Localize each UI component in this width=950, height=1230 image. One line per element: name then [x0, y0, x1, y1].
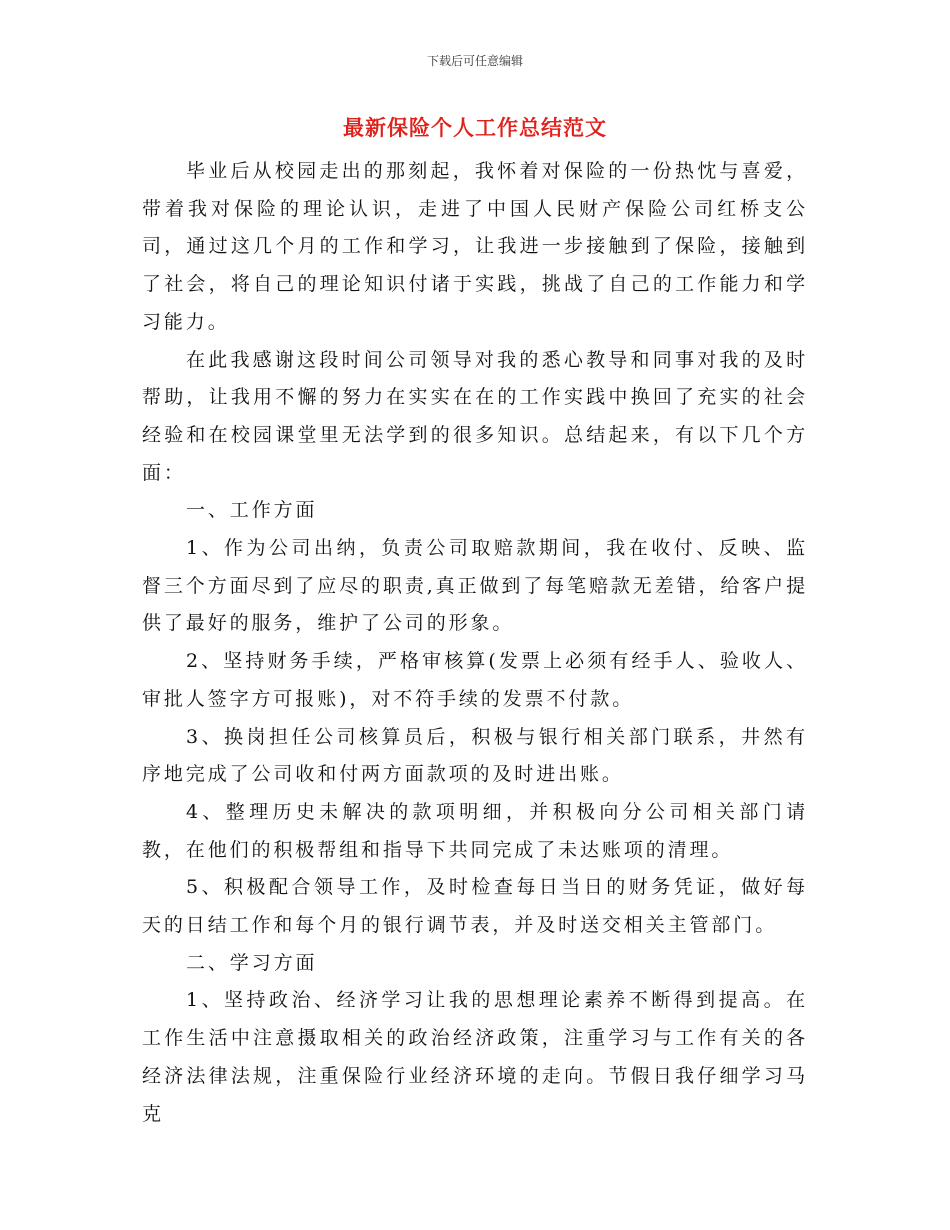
section-heading: 一、工作方面 [186, 499, 318, 522]
document-title: 最新保险个人工作总结范文 [343, 116, 607, 140]
paragraph: 4、整理历史未解决的款项明细，并积极向分公司相关部门请教，在他们的积极帮组和指导下共同完成了未达账项的清理。 [142, 800, 808, 861]
paragraph: 在此我感谢这段时间公司领导对我的悉心教导和同事对我的及时帮助，让我用不懈的努力在实实在在的工作实践中换回了充实的社会经验和在校园课堂里无法学到的很多知识。总结起来，有以下几个方面： [142, 348, 808, 484]
paragraph: 5、积极配合领导工作，及时检查每日当日的财务凭证，做好每天的日结工作和每个月的银行调节表，并及时送交相关主管部门。 [142, 876, 808, 937]
header-note: 下载后可任意编辑 [426, 54, 523, 68]
paragraph: 3、换岗担任公司核算员后，积极与银行相关部门联系，井然有序地完成了公司收和付两方面款项的及时进出账。 [142, 725, 808, 786]
paragraph: 毕业后从校园走出的那刻起，我怀着对保险的一份热忱与喜爱，带着我对保险的理论认识，走进了中国人民财产保险公司红桥支公司，通过这几个月的工作和学习，让我进一步接触到了保险，接触到了社会，将自己的理论知识付诸于实践，挑战了自己的工作能力和学习能力。 [142, 160, 808, 333]
document-body [142, 153, 808, 1133]
paragraph: 1、坚持政治、经济学习让我的思想理论素养不断得到提高。在工作生活中注意摄取相关的政治经济政策，注重学习与工作有关的各经济法律法规，注重保险行业经济环境的走向。节假日我仔细学习马克 [142, 989, 808, 1125]
section-heading: 二、学习方面 [186, 951, 318, 974]
paragraph: 1、作为公司出纳，负责公司取赔款期间，我在收付、反映、监督三个方面尽到了应尽的职责,真正做到了每笔赔款无差错，给客户提供了最好的服务，维护了公司的形象。 [142, 537, 808, 635]
paragraph: 2、坚持财务手续，严格审核算(发票上必须有经手人、验收人、审批人签字方可报账)，对不符手续的发票不付款。 [142, 650, 808, 710]
